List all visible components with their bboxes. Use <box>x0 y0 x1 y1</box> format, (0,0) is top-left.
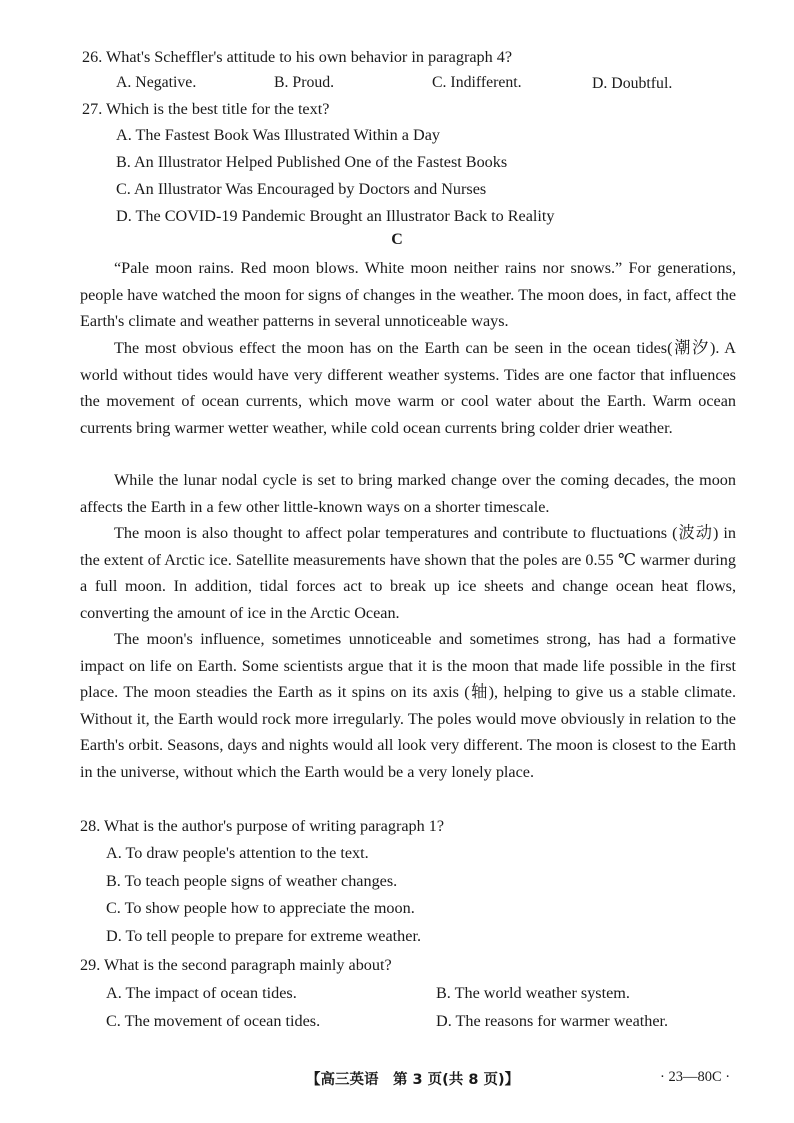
q27-option-a: A. The Fastest Book Was Illustrated Within a Day <box>116 126 441 144</box>
q28-option-a: A. To draw people's attention to the text. <box>106 844 369 862</box>
q28-option-d: D. To tell people to prepare for extreme weather. <box>106 927 421 945</box>
q29-option-d: D. The reasons for warmer weather. <box>436 1012 669 1030</box>
q29-stem: 29. What is the second paragraph mainly about? <box>80 956 392 974</box>
q27-option-d: D. The COVID-19 Pandemic Brought an Illustrator Back to Reality <box>116 207 555 225</box>
section-label: C <box>391 231 403 248</box>
q29-option-a: A. The impact of ocean tides. <box>106 984 297 1002</box>
q26-option-b: B. Proud. <box>274 74 335 91</box>
q27-stem: 27. Which is the best title for the text? <box>82 100 330 118</box>
q28-stem: 28. What is the author's purpose of writing paragraph 1? <box>80 817 445 835</box>
passage-paragraph-1: “Pale moon rains. Red moon blows. White moon neither rains nor snows.” For generations, people have watched the moon for signs of changes in the weather. The moon does, in fact, affect the Earth's climate and weather patterns in several unnoticeable ways. <box>80 259 736 330</box>
q28-option-c: C. To show people how to appreciate the moon. <box>106 899 415 917</box>
passage-paragraph-3: While the lunar nodal cycle is set to bring marked change over the coming decades, the moon affects the Earth in a few other little-known ways on a shorter timescale. <box>80 471 736 516</box>
page-footer-code: · 23—80C · <box>660 1069 731 1085</box>
passage-paragraph-5: The moon's influence, sometimes unnoticeable and sometimes strong, has had a formative impact on life on Earth. Some scientists argue that it is the moon that made life possible in the first place. The moon steadies the Earth as it spins on its axis (轴), helping to give us a stable climate. Without it, the Earth would rock more irregularly. The poles would move obviously in relation to the Earth's orbit. Seasons, days and nights would all look very different. The moon is closest to the Earth in the universe, without which the Earth would be a very lonely place. <box>80 630 736 781</box>
passage-paragraph-2: The most obvious effect the moon has on the Earth can be seen in the ocean tides(潮汐). A world without tides would have very different weather systems. Tides are one factor that influences the movement of ocean currents, which move warm or cool water about the Earth. Warm ocean currents bring warmer wetter weather, while cold ocean currents bring colder drier weather. <box>80 339 736 437</box>
q26-stem: 26. What's Scheffler's attitude to his own behavior in paragraph 4? <box>82 48 513 66</box>
q29-option-b: B. The world weather system. <box>436 984 630 1002</box>
q26-option-d: D. Doubtful. <box>592 75 673 92</box>
q26-option-a: A. Negative. <box>116 74 197 91</box>
q26-option-c: C. Indifferent. <box>432 74 522 91</box>
q29-option-c: C. The movement of ocean tides. <box>106 1012 321 1030</box>
page-footer-title: 【高三英语 第 3 页(共 8 页)】 <box>306 1072 520 1088</box>
q27-option-b: B. An Illustrator Helped Published One of the Fastest Books <box>116 153 508 171</box>
q28-option-b: B. To teach people signs of weather changes. <box>106 872 398 890</box>
passage-paragraph-4: The moon is also thought to affect polar temperatures and contribute to fluctuations (波动) in the extent of Arctic ice. Satellite measurements have shown that the poles are 0.55 ℃ warmer during a full moon. In addition, tidal forces act to break up ice sheets and change ocean heat flows, converting the amount of ice in the Arctic Ocean. <box>80 524 736 622</box>
q27-option-c: C. An Illustrator Was Encouraged by Doctors and Nurses <box>116 180 487 198</box>
